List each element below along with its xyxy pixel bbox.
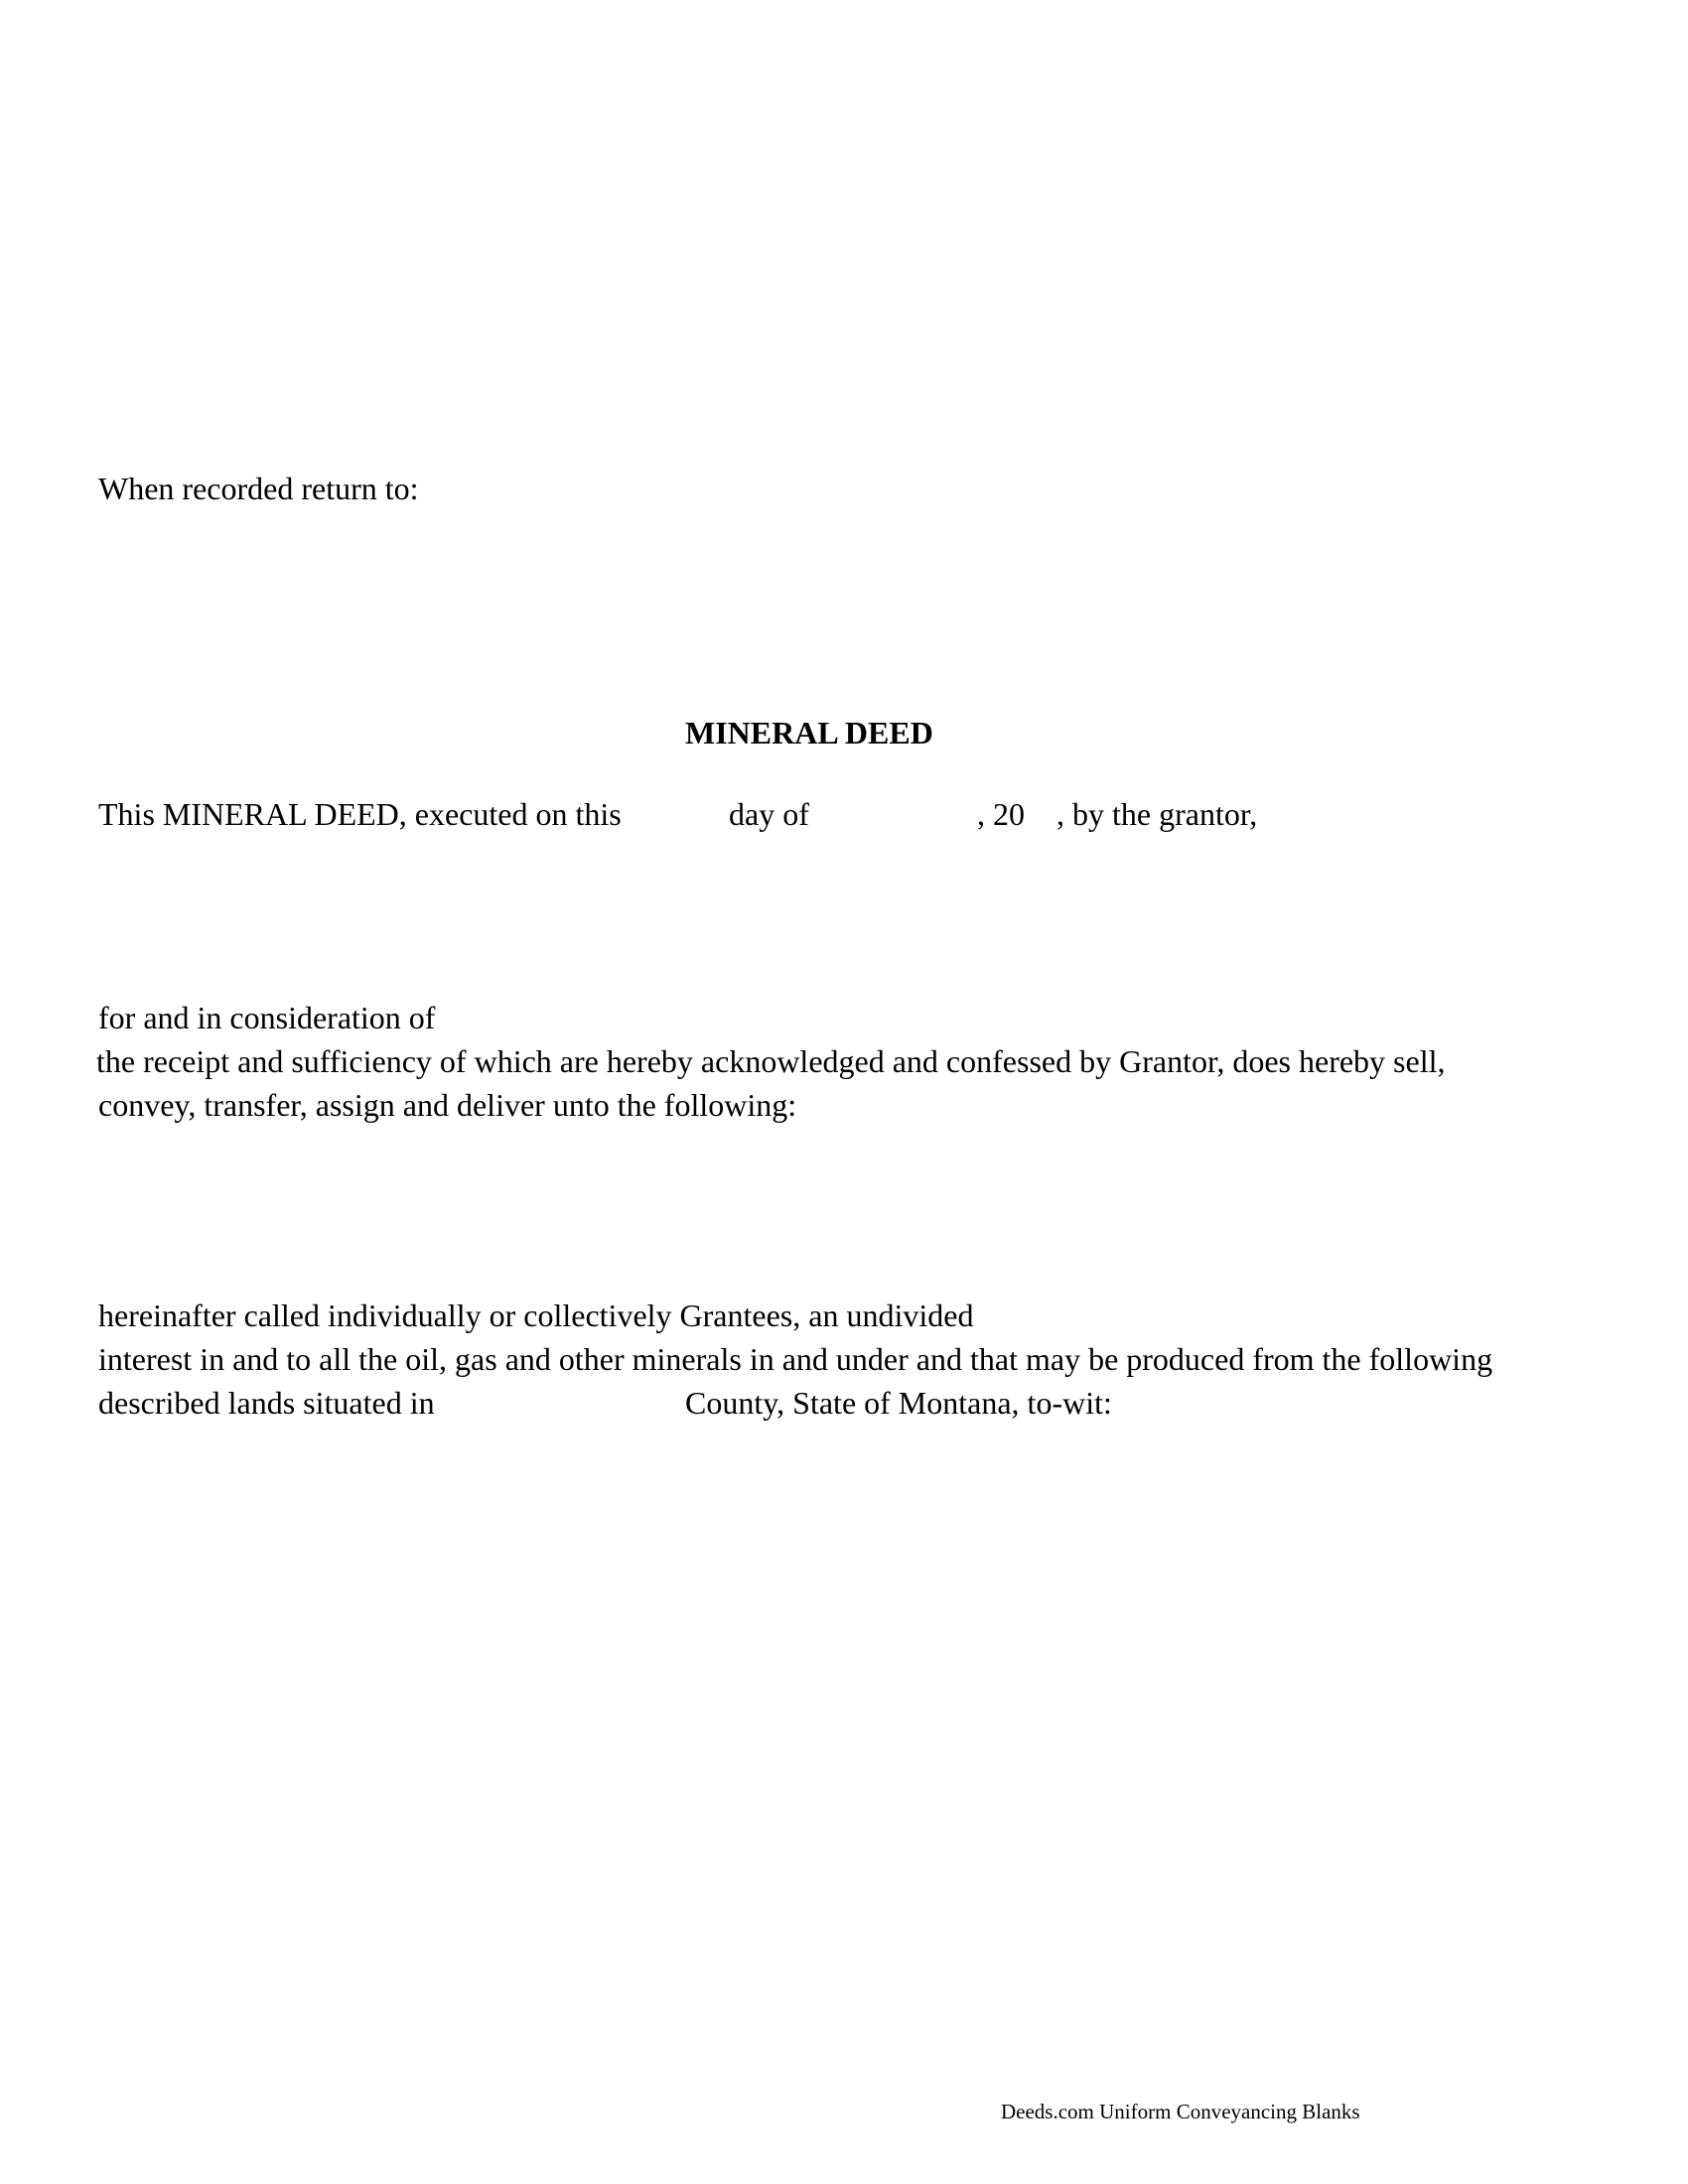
execution-text-3: , 20 — [977, 796, 1025, 832]
grantees-line-3b: County, State of Montana, to-wit: — [685, 1385, 1112, 1421]
execution-text-2: day of — [729, 796, 809, 832]
return-to-label: When recorded return to: — [98, 471, 419, 506]
grantees-line-2: interest in and to all the oil, gas and other minerals in and under and that may be produced from the following — [98, 1341, 1493, 1377]
footer-text: Deeds.com Uniform Conveyancing Blanks — [1001, 2100, 1360, 2123]
document-title: MINERAL DEED — [685, 715, 933, 751]
execution-text-1: This MINERAL DEED, executed on this — [98, 796, 622, 832]
consideration-line-2: the receipt and sufficiency of which are hereby acknowledged and confessed by Grantor, does hereby sell, — [96, 1043, 1446, 1079]
execution-text-4: , by the grantor, — [1056, 796, 1258, 832]
consideration-line-1: for and in consideration of — [98, 1000, 436, 1035]
consideration-line-3: convey, transfer, assign and deliver unto the following: — [98, 1087, 797, 1123]
grantees-line-3a: described lands situated in — [98, 1385, 435, 1421]
grantees-line-1: hereinafter called individually or collectively Grantees, an undivided — [98, 1297, 974, 1333]
